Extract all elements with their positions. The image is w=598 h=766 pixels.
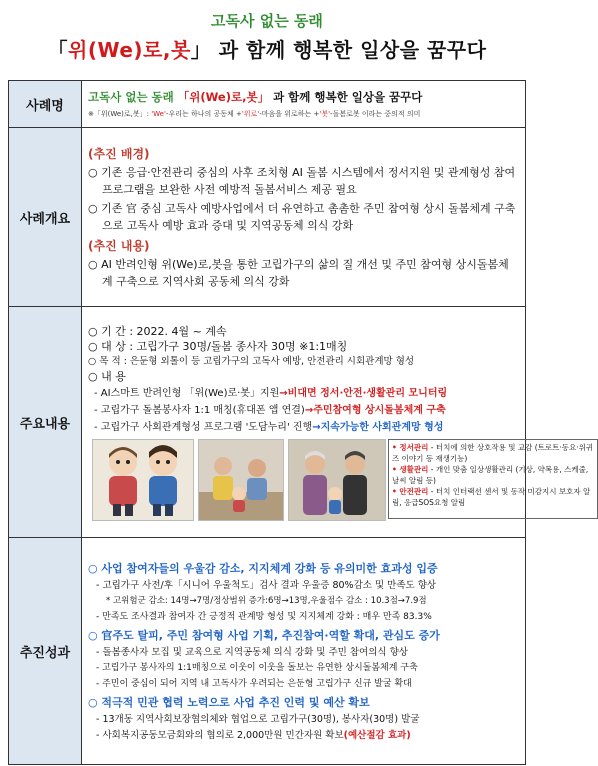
legend-life-key: • 생활관리	[392, 464, 429, 474]
content-cell	[82, 307, 594, 538]
legend-life	[392, 464, 594, 486]
row-case-name	[9, 81, 526, 128]
content-target: ○ 대 상 : 고립가구 30명/돌봄 종사자 30명 ※1:1매칭	[88, 339, 348, 353]
results-item-5: - 고립가구 봉사자의 1:1매칭으로 이웃이 이웃을 돌보는 유연한 상시돌봄체계 구축	[96, 663, 418, 673]
results-item-3: - 만족도 조사결과 참여자 간 긍정적 관계망 형성 및 지지체계 강화 : 매우 만족 83.3%	[96, 612, 432, 622]
content-item-2	[94, 403, 519, 418]
title-quote-open: 「	[47, 38, 69, 62]
results-item-6: - 주민이 중심이 되어 지역 내 고독사가 우려되는 은둔형 고립가구 신규 발굴 확대	[96, 679, 412, 689]
content-period: ○ 기 간 : 2022. 4월 ~ 계속	[88, 324, 227, 338]
case-title-green: 고독사 없는 동래	[88, 90, 178, 104]
results-heading-2: ○ 官주도 탈피, 주민 참여형 사업 기획, 추진참여·역할 확대, 관심도 증가	[88, 629, 440, 642]
overview-bg-1: ○ 기존 응급·안전관리 중심의 사후 조치형 AI 돌봄 시스템에서 정서지원 및 관계형성 참여프로그램을 보완한 사전 예방적 돌봄서비스 제공 필요	[88, 166, 516, 196]
content-item-3-b: →지속가능한 사회관계망 형성	[312, 421, 444, 433]
legend-emotional	[392, 442, 594, 464]
results-heading-1: ○ 사업 참여자들의 우울감 감소, 지지체계 강화 등 유의미한 효과성 입증	[88, 562, 438, 575]
overview-bg-2: ○ 기존 官 중심 고독사 예방사업에서 더 유연하고 촘촘한 주민 참여형 상시 돌봄체계 구축으로 고독사 예방 효과 증대 및 지역공동체 의식 강화	[88, 202, 516, 232]
title-brand: 위(We)로,봇	[68, 38, 191, 62]
robot-doll-photo	[92, 439, 194, 521]
title-rest: 과 함께 행복한 일상을 꿈꾸다	[211, 38, 487, 62]
note-wiro-desc: -마음을 위로하는 +	[259, 110, 320, 118]
legend-emotional-key: • 정서관리	[392, 442, 429, 452]
results-item-4: - 돌봄종사자 모집 및 교육으로 지역공동체 의식 강화 및 주민 참여의식 향상	[96, 647, 408, 658]
results-item-2: * 고위험군 감소: 14명→7명/정상범위 증가:6명→13명,우울점수 감소 : 10.3점→7.9점	[106, 596, 427, 606]
document-header	[0, 0, 534, 72]
results-heading-3: ○ 적극적 민관 협력 노력으로 사업 추진 인력 및 예산 확보	[88, 696, 370, 709]
label-content: 주요내용	[9, 307, 82, 538]
legend-life-value: - 개인 맞춤 일상생활관리 (기상, 약복용, 스케줄, 날씨 알림 등)	[392, 464, 589, 485]
results-item-1: - 고립가구 사전/후「시니어 우울척도」검사 결과 우울증 80%감소 및 만족도 향상	[96, 580, 437, 591]
note-wiro: '위로'	[241, 110, 260, 118]
photo-strip	[88, 439, 594, 521]
note-we-desc: -우리는 하나의 공동체 +	[165, 110, 242, 118]
content-item-1-b: →비대면 정서·안전·생활관리 모니터링	[279, 387, 448, 399]
content-item-1	[94, 386, 519, 401]
document-subtitle: 고독사 없는 동래	[211, 12, 323, 30]
case-note	[88, 109, 519, 119]
results-item-8-a: - 사회복지공동모금회와의 협의로 2,000만원 민간자원 확보	[96, 730, 344, 741]
overview-content-title: (추진 내용)	[88, 239, 150, 253]
case-title-rest: 과 함께 행복한 일상을 꿈꾸다	[269, 90, 423, 104]
legend-safety-key: • 안전관리	[392, 486, 429, 496]
case-title-brand: 「위(We)로,봇」	[177, 90, 270, 104]
content-purpose: ○ 목 적 : 은둔형 외톨이 등 고립가구의 고독사 예방, 안전관리 시회관계망 형성	[88, 355, 415, 367]
label-results: 추진성과	[9, 538, 82, 765]
results-item-7: - 13개동 지역사회보장협의체와 협업으로 고립가구(30명), 봉사자(30명) 발굴	[96, 714, 420, 725]
results-item-8	[96, 728, 519, 743]
content-item-3	[94, 420, 519, 435]
note-we: 'We'	[151, 110, 166, 118]
case-table	[8, 80, 594, 765]
row-overview	[9, 128, 526, 307]
legend-safety-value: - 터치 인터랙션 센서 및 동작 미감지시 보호자 알림, 응급SOS요청 알림	[392, 486, 591, 507]
results-item-8-b: (예산절감 효과)	[343, 730, 411, 741]
legend-safety	[392, 486, 594, 508]
legend-emotional-value: - 터치에 의한 상호작용 및 교감 (트로트·동요·위귀즈 이야기 등 재생기능)	[392, 442, 594, 463]
label-overview: 사례개요	[9, 128, 82, 307]
seniors-photo	[288, 439, 386, 521]
feature-legend	[388, 439, 598, 519]
results-cell	[82, 538, 526, 765]
document-title	[0, 34, 534, 63]
case-name-cell	[82, 81, 526, 128]
content-item-3-a: - 고립가구 사회관계형성 프로그램 '도담누리' 진행	[94, 421, 313, 433]
row-results	[9, 538, 526, 765]
note-bot-desc: -돌봄로봇 이라는 중의적 의미	[330, 110, 421, 118]
content-item-1-a: - AI스마트 반려인형 「위(We)로·봇」지원	[94, 387, 280, 399]
note-prefix: ※「위(We)로,봇」:	[88, 110, 152, 118]
case-title	[88, 89, 519, 105]
label-case-name: 사례명	[9, 81, 82, 128]
content-item-2-a: - 고립가구 돌봄봉사자 1:1 매칭(휴대폰 앱 연결)	[94, 404, 305, 416]
title-quote-close: 」	[190, 38, 212, 62]
overview-cell	[82, 128, 526, 307]
content-item-2-b: →주민참여형 상시돌봄체계 구축	[304, 404, 446, 416]
content-heading: ○ 내 용	[88, 369, 126, 383]
row-content	[9, 307, 526, 538]
overview-content-1: ○ AI 반려인형 위(We)로,봇을 통한 고립가구의 삶의 질 개선 및 주민 참여형 상시돌봄체계 구축으로 지역사회 공동체 의식 강화	[88, 258, 509, 288]
note-bot: '봇'	[319, 110, 331, 118]
overview-bg-title: (추진 배경)	[88, 147, 150, 161]
activity-photo	[198, 439, 284, 521]
